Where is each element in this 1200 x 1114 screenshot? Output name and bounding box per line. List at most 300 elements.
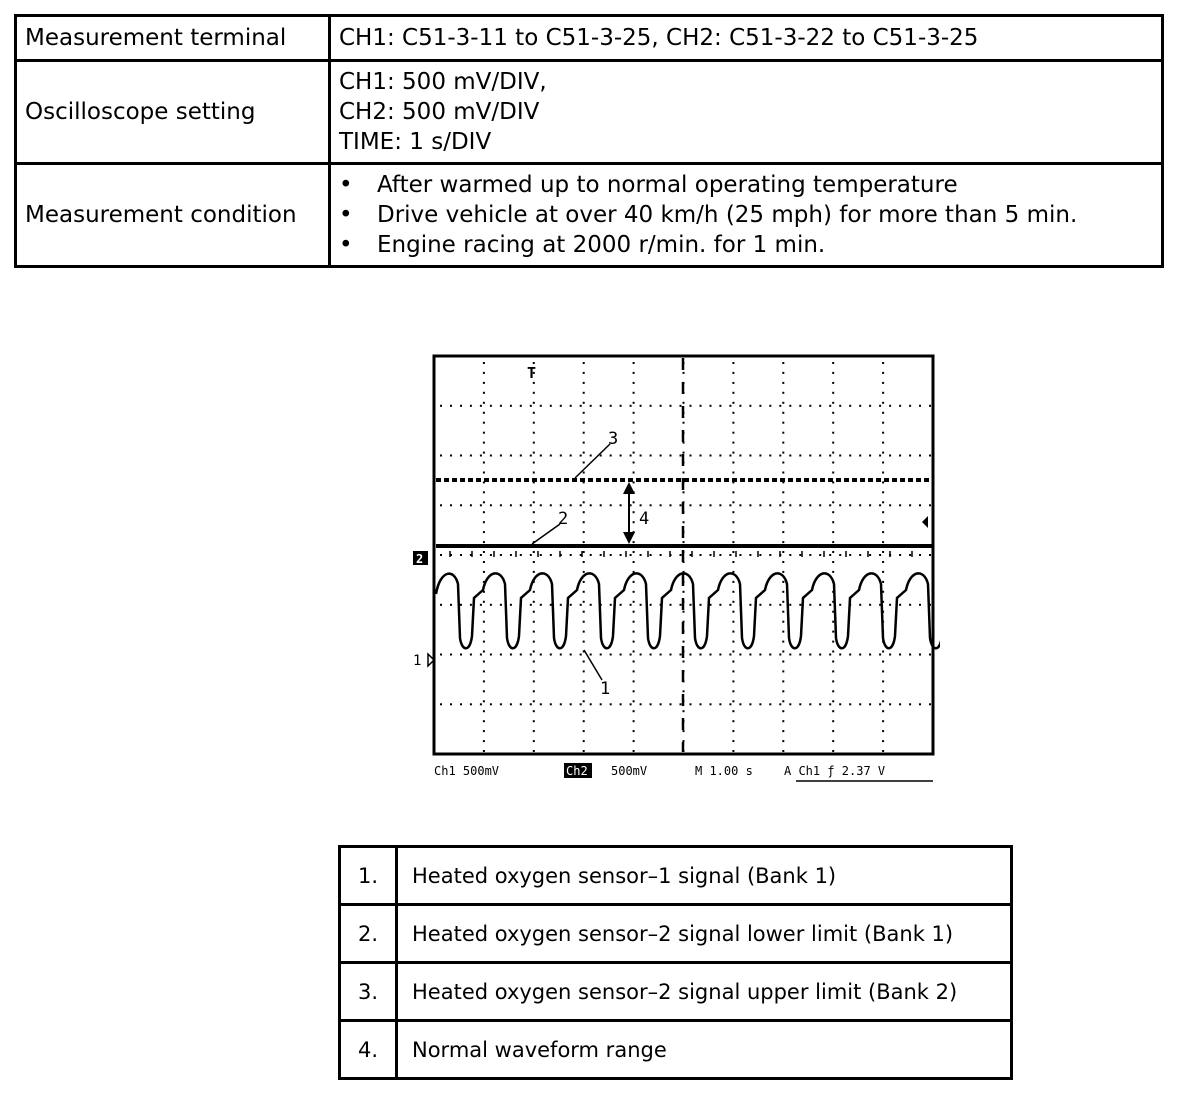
grid-dot [782, 541, 784, 543]
grid-dot [879, 405, 881, 407]
grid-dot [490, 455, 492, 457]
grid-dot [533, 531, 535, 533]
grid-dot [729, 405, 731, 407]
grid-dot [732, 382, 734, 384]
grid-dot [683, 690, 685, 692]
setting-line: TIME: 1 s/DIV [339, 129, 492, 155]
grid-dot [749, 504, 751, 506]
grid-dot [929, 654, 931, 656]
grid-dot [533, 571, 535, 573]
grid-dot [450, 703, 452, 705]
grid-dot [779, 504, 781, 506]
grid-dot [483, 750, 485, 752]
grid-dot [583, 750, 585, 752]
grid-dot [483, 432, 485, 434]
grid-dot [779, 703, 781, 705]
grid-dot [782, 651, 784, 653]
grid-dot [483, 601, 485, 603]
setting-line: CH1: 500 mV/DIV, [339, 69, 547, 95]
grid-dot [550, 654, 552, 656]
grid-dot [882, 740, 884, 742]
grid-dot [483, 730, 485, 732]
grid-dot [610, 703, 612, 705]
grid-dot [533, 670, 535, 672]
grid-dot [583, 591, 585, 593]
grid-dot [729, 654, 731, 656]
ch1-marker-label: 1 [413, 653, 422, 669]
grid-dot [839, 654, 841, 656]
grid-dot [533, 491, 535, 493]
grid-dot [570, 703, 572, 705]
grid-dot [490, 405, 492, 407]
grid-dot [640, 654, 642, 656]
grid-dot [633, 730, 635, 732]
grid-dot [590, 554, 592, 556]
grid-dot [540, 604, 542, 606]
grid-dot [533, 730, 535, 732]
grid-dot [789, 504, 791, 506]
grid-dot [732, 372, 734, 374]
grid-dot [882, 551, 884, 553]
grid-dot [849, 554, 851, 556]
grid-dot [583, 661, 585, 663]
grid-dot [483, 720, 485, 722]
grid-dot [832, 541, 834, 543]
grid-dot [533, 680, 535, 682]
grid-dot [483, 571, 485, 573]
grid-dot [710, 455, 712, 457]
grid-dot [583, 581, 585, 583]
grid-dot [782, 392, 784, 394]
grid-dot [732, 631, 734, 633]
grid-dot [832, 412, 834, 414]
grid-dot [633, 382, 635, 384]
grid-dot [782, 740, 784, 742]
grid-dot [832, 661, 834, 663]
callout-2: 2 [558, 509, 569, 529]
grid-dot [633, 670, 635, 672]
grid-dot [732, 680, 734, 682]
grid-dot [700, 455, 702, 457]
grid-dot [633, 680, 635, 682]
condition-item [335, 230, 1153, 260]
grid-dot [540, 455, 542, 457]
grid-dot [583, 531, 585, 533]
grid-dot [683, 641, 685, 643]
grid-dot [450, 504, 452, 506]
grid-dot [483, 700, 485, 702]
grid-dot [640, 554, 642, 556]
grid-dot [739, 554, 741, 556]
grid-dot [530, 455, 532, 457]
grid-dot [869, 554, 871, 556]
grid-dot [483, 740, 485, 742]
grid-dot [839, 504, 841, 506]
grid-dot [832, 422, 834, 424]
grid-dot [782, 372, 784, 374]
grid-dot [633, 362, 635, 364]
grid-dot [533, 611, 535, 613]
grid-dot [633, 501, 635, 503]
grid-dot [683, 541, 685, 543]
grid-dot [839, 703, 841, 705]
grid-dot [882, 730, 884, 732]
grid-dot [859, 703, 861, 705]
grid-dot [690, 455, 692, 457]
grid-dot [882, 491, 884, 493]
grid-dot [909, 554, 911, 556]
grid-dot [859, 654, 861, 656]
grid-dot [879, 554, 881, 556]
grid-dot [782, 680, 784, 682]
grid-dot [683, 521, 685, 523]
grid-dot [909, 405, 911, 407]
grid-dot [749, 703, 751, 705]
grid-dot [633, 452, 635, 454]
grid-dot [583, 372, 585, 374]
grid-dot [500, 504, 502, 506]
grid-dot [929, 703, 931, 705]
grid-dot [633, 631, 635, 633]
legend-text: Heated oxygen sensor–1 signal (Bank 1) [397, 847, 1012, 905]
grid-dot [819, 604, 821, 606]
grid-dot [899, 554, 901, 556]
grid-dot [660, 455, 662, 457]
grid-dot [882, 412, 884, 414]
grid-dot [540, 554, 542, 556]
grid-dot [633, 720, 635, 722]
grid-dot [530, 504, 532, 506]
legend-number: 2. [340, 905, 397, 963]
condition-item [335, 200, 1153, 230]
grid-dot [849, 654, 851, 656]
grid-dot [533, 561, 535, 563]
grid-dot [450, 405, 452, 407]
grid-dot [749, 604, 751, 606]
grid-dot [610, 604, 612, 606]
legend-row [340, 847, 1012, 905]
grid-dot [919, 554, 921, 556]
grid-dot [832, 472, 834, 474]
grid-dot [782, 551, 784, 553]
grid-dot [799, 504, 801, 506]
grid-dot [460, 504, 462, 506]
grid-dot [660, 703, 662, 705]
grid-dot [782, 382, 784, 384]
grid-dot [683, 472, 685, 474]
grid-dot [633, 661, 635, 663]
grid-dot [759, 604, 761, 606]
grid-dot [490, 554, 492, 556]
grid-dot [483, 412, 485, 414]
callout-4: 4 [639, 509, 650, 529]
grid-dot [759, 405, 761, 407]
status-ch1: Ch1 500mV [434, 764, 500, 778]
grid-dot [583, 452, 585, 454]
grid-dot [909, 504, 911, 506]
ch2-marker-label: 2 [416, 552, 424, 566]
grid-dot [700, 504, 702, 506]
grid-dot [670, 654, 672, 656]
grid-dot [732, 432, 734, 434]
grid-dot [782, 511, 784, 513]
grid-dot [583, 700, 585, 702]
grid-dot [510, 703, 512, 705]
grid-dot [483, 521, 485, 523]
grid-dot [490, 604, 492, 606]
grid-dot [650, 654, 652, 656]
grid-dot [533, 700, 535, 702]
grid-dot [570, 604, 572, 606]
grid-dot [590, 504, 592, 506]
grid-dot [849, 504, 851, 506]
grid-dot [633, 402, 635, 404]
grid-dot [440, 654, 442, 656]
grid-dot [889, 504, 891, 506]
grid-dot [533, 511, 535, 513]
grid-dot [633, 591, 635, 593]
grid-dot [620, 455, 622, 457]
grid-dot [490, 703, 492, 705]
grid-dot [919, 604, 921, 606]
grid-dot [533, 402, 535, 404]
grid-dot [683, 372, 685, 374]
grid-dot [700, 654, 702, 656]
grid-dot [732, 601, 734, 603]
grid-dot [782, 531, 784, 533]
grid-dot [683, 730, 685, 732]
grid-dot [732, 730, 734, 732]
grid-dot [583, 571, 585, 573]
grid-dot [732, 531, 734, 533]
grid-dot [869, 654, 871, 656]
grid-dot [530, 654, 532, 656]
grid-dot [500, 654, 502, 656]
grid-dot [533, 442, 535, 444]
grid-dot [779, 604, 781, 606]
grid-dot [799, 703, 801, 705]
grid-dot [670, 504, 672, 506]
grid-dot [590, 654, 592, 656]
grid-dot [480, 504, 482, 506]
grid-dot [583, 551, 585, 553]
grid-dot [782, 422, 784, 424]
grid-dot [683, 402, 685, 404]
grid-dot [620, 604, 622, 606]
grid-dot [809, 405, 811, 407]
grid-dot [899, 654, 901, 656]
grid-dot [799, 455, 801, 457]
grid-dot [483, 561, 485, 563]
grid-dot [633, 561, 635, 563]
grid-dot [683, 661, 685, 663]
grid-dot [882, 521, 884, 523]
grid-dot [583, 641, 585, 643]
condition-list [335, 170, 1153, 260]
grid-dot [719, 504, 721, 506]
grid-dot [483, 651, 485, 653]
grid-dot [782, 412, 784, 414]
grid-dot [533, 641, 535, 643]
grid-dot [749, 654, 751, 656]
grid-dot [483, 631, 485, 633]
grid-dot [882, 571, 884, 573]
grid-dot [533, 462, 535, 464]
condition-text: Engine racing at 2000 r/min. for 1 min. [377, 232, 826, 258]
grid-dot [832, 382, 834, 384]
grid-dot [630, 654, 632, 656]
grid-dot [483, 680, 485, 682]
grid-dot [570, 455, 572, 457]
grid-dot [583, 680, 585, 682]
grid-dot [550, 554, 552, 556]
grid-dot [882, 372, 884, 374]
trigger-position-marker: T [527, 364, 537, 382]
grid-dot [732, 690, 734, 692]
grid-dot [882, 432, 884, 434]
grid-dot [530, 554, 532, 556]
grid-dot [640, 405, 642, 407]
grid-dot [560, 654, 562, 656]
grid-dot [460, 703, 462, 705]
grid-dot [620, 405, 622, 407]
grid-dot [483, 551, 485, 553]
grid-dot [490, 504, 492, 506]
grid-dot [483, 442, 485, 444]
grid-dot [533, 501, 535, 503]
grid-dot [749, 405, 751, 407]
grid-dot [789, 455, 791, 457]
grid-dot [799, 554, 801, 556]
grid-dot [583, 601, 585, 603]
status-ch2-value: 500mV [611, 764, 648, 778]
grid-dot [590, 455, 592, 457]
grid-dot [829, 504, 831, 506]
grid-dot [560, 455, 562, 457]
grid-dot [782, 611, 784, 613]
grid-dot [590, 604, 592, 606]
grid-dot [732, 412, 734, 414]
grid-dot [882, 511, 884, 513]
grid-dot [782, 591, 784, 593]
grid-dot [583, 670, 585, 672]
grid-dot [819, 455, 821, 457]
grid-dot [832, 501, 834, 503]
grid-dot [769, 455, 771, 457]
grid-dot [630, 604, 632, 606]
grid-dot [732, 700, 734, 702]
grid-dot [510, 504, 512, 506]
grid-dot [483, 422, 485, 424]
grid-dot [633, 710, 635, 712]
grid-dot [583, 462, 585, 464]
grid-dot [759, 455, 761, 457]
grid-dot [520, 703, 522, 705]
grid-dot [680, 554, 682, 556]
grid-dot [590, 703, 592, 705]
grid-dot [483, 531, 485, 533]
grid-dot [533, 690, 535, 692]
grid-dot [650, 554, 652, 556]
grid-dot [732, 362, 734, 364]
grid-dot [882, 462, 884, 464]
grid-dot [732, 661, 734, 663]
grid-dot [633, 372, 635, 374]
grid-dot [440, 455, 442, 457]
grid-dot [633, 472, 635, 474]
grid-dot [510, 654, 512, 656]
grid-dot [789, 405, 791, 407]
grid-dot [719, 554, 721, 556]
grid-dot [929, 554, 931, 556]
grid-dot [483, 541, 485, 543]
grid-dot [789, 654, 791, 656]
grid-dot [520, 405, 522, 407]
grid-dot [739, 504, 741, 506]
grid-dot [882, 442, 884, 444]
grid-dot [483, 611, 485, 613]
grid-dot [732, 621, 734, 623]
grid-dot [710, 504, 712, 506]
grid-dot [729, 604, 731, 606]
grid-dot [839, 455, 841, 457]
grid-dot [470, 405, 472, 407]
condition-text: Drive vehicle at over 40 km/h (25 mph) for more than 5 min. [377, 202, 1078, 228]
grid-dot [483, 670, 485, 672]
grid-dot [570, 405, 572, 407]
grid-dot [759, 554, 761, 556]
grid-dot [600, 504, 602, 506]
grid-dot [829, 703, 831, 705]
grid-dot [610, 405, 612, 407]
grid-dot [500, 405, 502, 407]
grid-dot [889, 654, 891, 656]
spec-value-setting [330, 61, 1163, 164]
grid-dot [782, 571, 784, 573]
grid-dot [620, 703, 622, 705]
grid-dot [832, 551, 834, 553]
grid-dot [882, 452, 884, 454]
spec-label-terminal: Measurement terminal [16, 16, 330, 61]
grid-dot [832, 392, 834, 394]
grid-dot [550, 405, 552, 407]
grid-dot [560, 504, 562, 506]
grid-dot [779, 405, 781, 407]
grid-dot [832, 680, 834, 682]
grid-dot [583, 392, 585, 394]
bullet: • [339, 232, 353, 258]
grid-dot [732, 581, 734, 583]
grid-dot [580, 405, 582, 407]
grid-dot [683, 611, 685, 613]
grid-dot [633, 462, 635, 464]
grid-dot [899, 504, 901, 506]
grid-dot [899, 405, 901, 407]
grid-dot [782, 452, 784, 454]
grid-dot [782, 631, 784, 633]
grid-dot [832, 491, 834, 493]
grid-dot [683, 591, 685, 593]
grid-dot [650, 455, 652, 457]
grid-dot [660, 554, 662, 556]
grid-dot [490, 654, 492, 656]
grid-dot [480, 455, 482, 457]
grid-dot [869, 405, 871, 407]
grid-dot [530, 405, 532, 407]
grid-dot [510, 405, 512, 407]
grid-dot [749, 455, 751, 457]
grid-dot [633, 641, 635, 643]
